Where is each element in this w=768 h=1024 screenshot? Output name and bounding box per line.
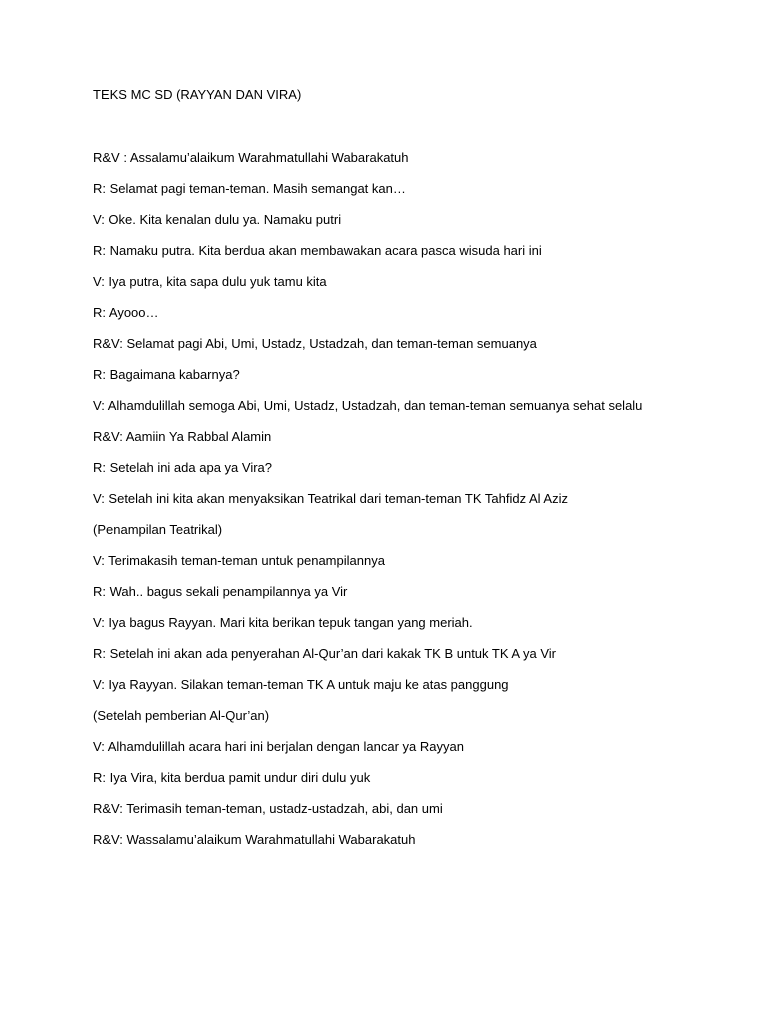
script-line: R&V: Selamat pagi Abi, Umi, Ustadz, Ustadzah, dan teman-teman semuanya <box>93 336 537 351</box>
script-line: V: Alhamdulillah semoga Abi, Umi, Ustadz, Ustadzah, dan teman-teman semuanya sehat selalu <box>93 398 643 413</box>
script-line: V: Iya bagus Rayyan. Mari kita berikan tepuk tangan yang meriah. <box>93 615 473 630</box>
script-line: R&V: Terimasih teman-teman, ustadz-ustadzah, abi, dan umi <box>93 801 443 816</box>
document-title: TEKS MC SD (RAYYAN DAN VIRA) <box>93 87 302 102</box>
script-line: V: Terimakasih teman-teman untuk penampilannya <box>93 553 385 568</box>
script-lines <box>93 148 642 861</box>
script-line: V: Alhamdulillah acara hari ini berjalan dengan lancar ya Rayyan <box>93 739 464 754</box>
script-line: (Penampilan Teatrikal) <box>93 522 223 537</box>
script-line: R: Namaku putra. Kita berdua akan membawakan acara pasca wisuda hari ini <box>93 243 542 258</box>
script-line: R: Ayooo… <box>93 305 159 320</box>
script-line: R: Wah.. bagus sekali penampilannya ya Vir <box>93 584 348 599</box>
script-line: (Setelah pemberian Al-Qur’an) <box>93 708 270 723</box>
script-line: R&V: Wassalamu’alaikum Warahmatullahi Wabarakatuh <box>93 832 416 847</box>
script-line: R: Selamat pagi teman-teman. Masih semangat kan… <box>93 181 406 196</box>
script-line: R&V: Aamiin Ya Rabbal Alamin <box>93 429 272 444</box>
script-line: V: Oke. Kita kenalan dulu ya. Namaku putri <box>93 212 342 227</box>
script-line: R: Setelah ini akan ada penyerahan Al-Qur’an dari kakak TK B untuk TK A ya Vir <box>93 646 556 661</box>
script-line: V: Iya Rayyan. Silakan teman-teman TK A untuk maju ke atas panggung <box>93 677 509 692</box>
script-line: R: Setelah ini ada apa ya Vira? <box>93 460 272 475</box>
script-line: R&V : Assalamu’alaikum Warahmatullahi Wabarakatuh <box>93 150 409 165</box>
script-line: V: Iya putra, kita sapa dulu yuk tamu kita <box>93 274 327 289</box>
script-line: R: Bagaimana kabarnya? <box>93 367 240 382</box>
script-line: V: Setelah ini kita akan menyaksikan Teatrikal dari teman-teman TK Tahfidz Al Aziz <box>93 491 568 506</box>
script-line: R: Iya Vira, kita berdua pamit undur diri dulu yuk <box>93 770 371 785</box>
